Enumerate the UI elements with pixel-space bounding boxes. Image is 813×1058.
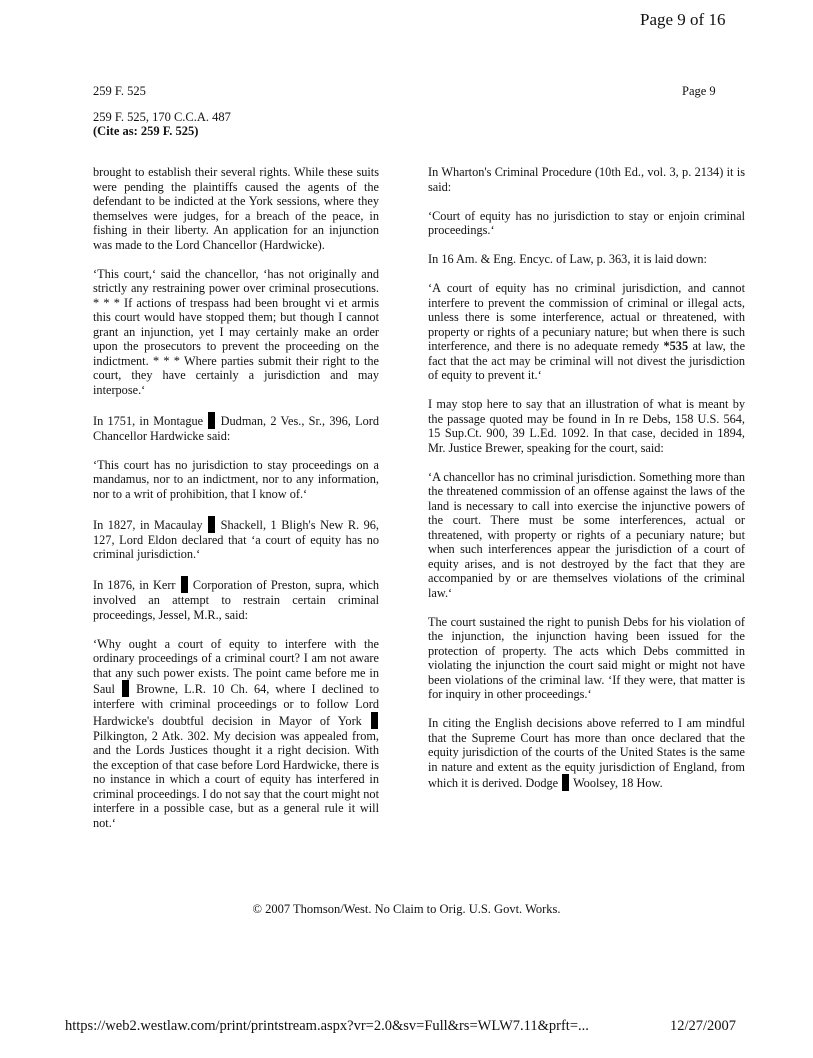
redaction-mark <box>208 516 215 533</box>
paragraph: ‘A court of equity has no criminal jurisdiction, and cannot interfere to prevent the commission of criminal or illegal acts, unless there is some interference, actual or threatened, with property or rights of a pecuniary nature; but when there is such interference, and there is no adequate remedy *535 at law, the fact that the act may be criminal will not divest the jurisdiction of equity to prevent it.‘ <box>428 281 746 382</box>
print-url: https://web2.westlaw.com/print/printstream.aspx?vr=2.0&sv=Full&rs=WLW7.11&prft=... <box>65 1018 589 1034</box>
redaction-mark <box>562 774 569 791</box>
paragraph: I may stop here to say that an illustration of what is meant by the passage quoted may be found in In re Debs, 158 U.S. 564, 15 Sup.Ct. 900, 39 L.Ed. 1092. In that case, decided in 1894, Mr. Justice Brewer, speaking for the court, said: <box>428 397 745 455</box>
star-page: *535 <box>663 339 689 353</box>
cite-as: (Cite as: 259 F. 525) <box>93 124 199 138</box>
paragraph: ‘This court has no jurisdiction to stay proceedings on a mandamus, nor to an indictment, nor to any information, nor to a writ of prohibition, that I know of.‘ <box>93 457 379 501</box>
print-date: 12/27/2007 <box>670 1018 737 1034</box>
paragraph: ‘Why ought a court of equity to interfere with the ordinary proceedings of a criminal court? I am not aware that any such power exists. The point came before me in Saul Browne, L.R. 10 Ch. 64, where I declined to interfere with criminal proceedings or to follow Lord Hardwicke's doubtful decision in Mayor of York Pilkington, 2 Atk. 302. My decision was appealed from, and the Lords Justices thought it a right decision. With the exception of that case before Lord Hardwicke, there is no instance in which a court of equity has interfered in criminal proceedings. I do not say that the court might not interfere in a possible case, but as a general rule it will not.‘ <box>93 636 380 830</box>
left-column <box>93 165 379 845</box>
paragraph: In 1751, in Montague Dudman, 2 Ves., Sr., 396, Lord Chancellor Hardwicke said: <box>93 413 380 443</box>
paragraph: In citing the English decisions above referred to I am mindful that the Supreme Court has more than once declared that the equity jurisdiction of the courts of the United States is the same in nature and extent as the equity jurisdiction of England, from which it is derived. Dodge Woolsey, 18 How. <box>428 716 745 790</box>
paragraph: ‘A chancellor has no criminal jurisdiction. Something more than the threatened commission of an offense against the laws of the land is necessary to call into exercise the injunctive powers of the court. There must be some interferences, actual or threatened, with property or rights of a pecuniary nature; but when such interferences appear the jurisdiction of a court of equity arises, and is not destroyed by the fact that they are accompanied by or are themselves violations of the criminal law.‘ <box>428 469 745 600</box>
paragraph: The court sustained the right to punish Debs for his violation of the injunction, the injunction having been issued for the protection of property. The acts which Debs committed in violating the injunction the court said might or might not have been violations of the criminal law. ‘If they were, that matter is for inquiry in other proceedings.‘ <box>428 614 745 701</box>
redaction-mark <box>122 680 129 697</box>
redaction-mark <box>181 576 188 593</box>
parallel-citation: 259 F. 525, 170 C.C.A. 487 <box>93 110 231 124</box>
redaction-mark <box>371 712 378 729</box>
paragraph: ‘Court of equity has no jurisdiction to stay or enjoin criminal proceedings.‘ <box>428 208 745 237</box>
header-page-label: Page 9 <box>682 84 716 98</box>
paragraph: In 1827, in Macaulay Shackell, 1 Bligh's New R. 96, 127, Lord Eldon declared that ‘a court of equity has no criminal jurisdiction.‘ <box>93 517 380 561</box>
paragraph: In 16 Am. & Eng. Encyc. of Law, p. 363, it is laid down: <box>428 252 707 266</box>
page-counter: Page 9 of 16 <box>640 10 726 29</box>
paragraph: brought to establish their several rights. While these suits were pending the plaintiffs caused the agents of the defendant to be indicted at the York sessions, where they themselves were judges, for a breach of the peace, in fishing in their liberty. An application for an injunction was made to the Lord Chancellor (Hardwicke). <box>93 165 379 252</box>
paragraph: In Wharton's Criminal Procedure (10th Ed., vol. 3, p. 2134) it is said: <box>428 165 745 194</box>
header-citation: 259 F. 525 <box>93 84 146 98</box>
paragraph: In 1876, in Kerr Corporation of Preston, supra, which involved an attempt to restrain certain criminal proceedings, Jessel, M.R., said: <box>93 578 380 622</box>
right-column <box>428 165 745 806</box>
redaction-mark <box>208 412 215 429</box>
copyright-footer: © 2007 Thomson/West. No Claim to Orig. U.S. Govt. Works. <box>252 902 561 916</box>
paragraph: ‘This court,‘ said the chancellor, ‘has not originally and strictly any restraining power over criminal prosecutions. * * * If actions of trespass had been brought vi et armis this court would have stopped them; but though I cannot grant an injunction, yet I may certainly make an order upon the prosecutors to prevent the proceeding on the indictment. * * * Where parties submit their right to the court, they have certainly a jurisdiction and may interpose.‘ <box>93 266 379 397</box>
